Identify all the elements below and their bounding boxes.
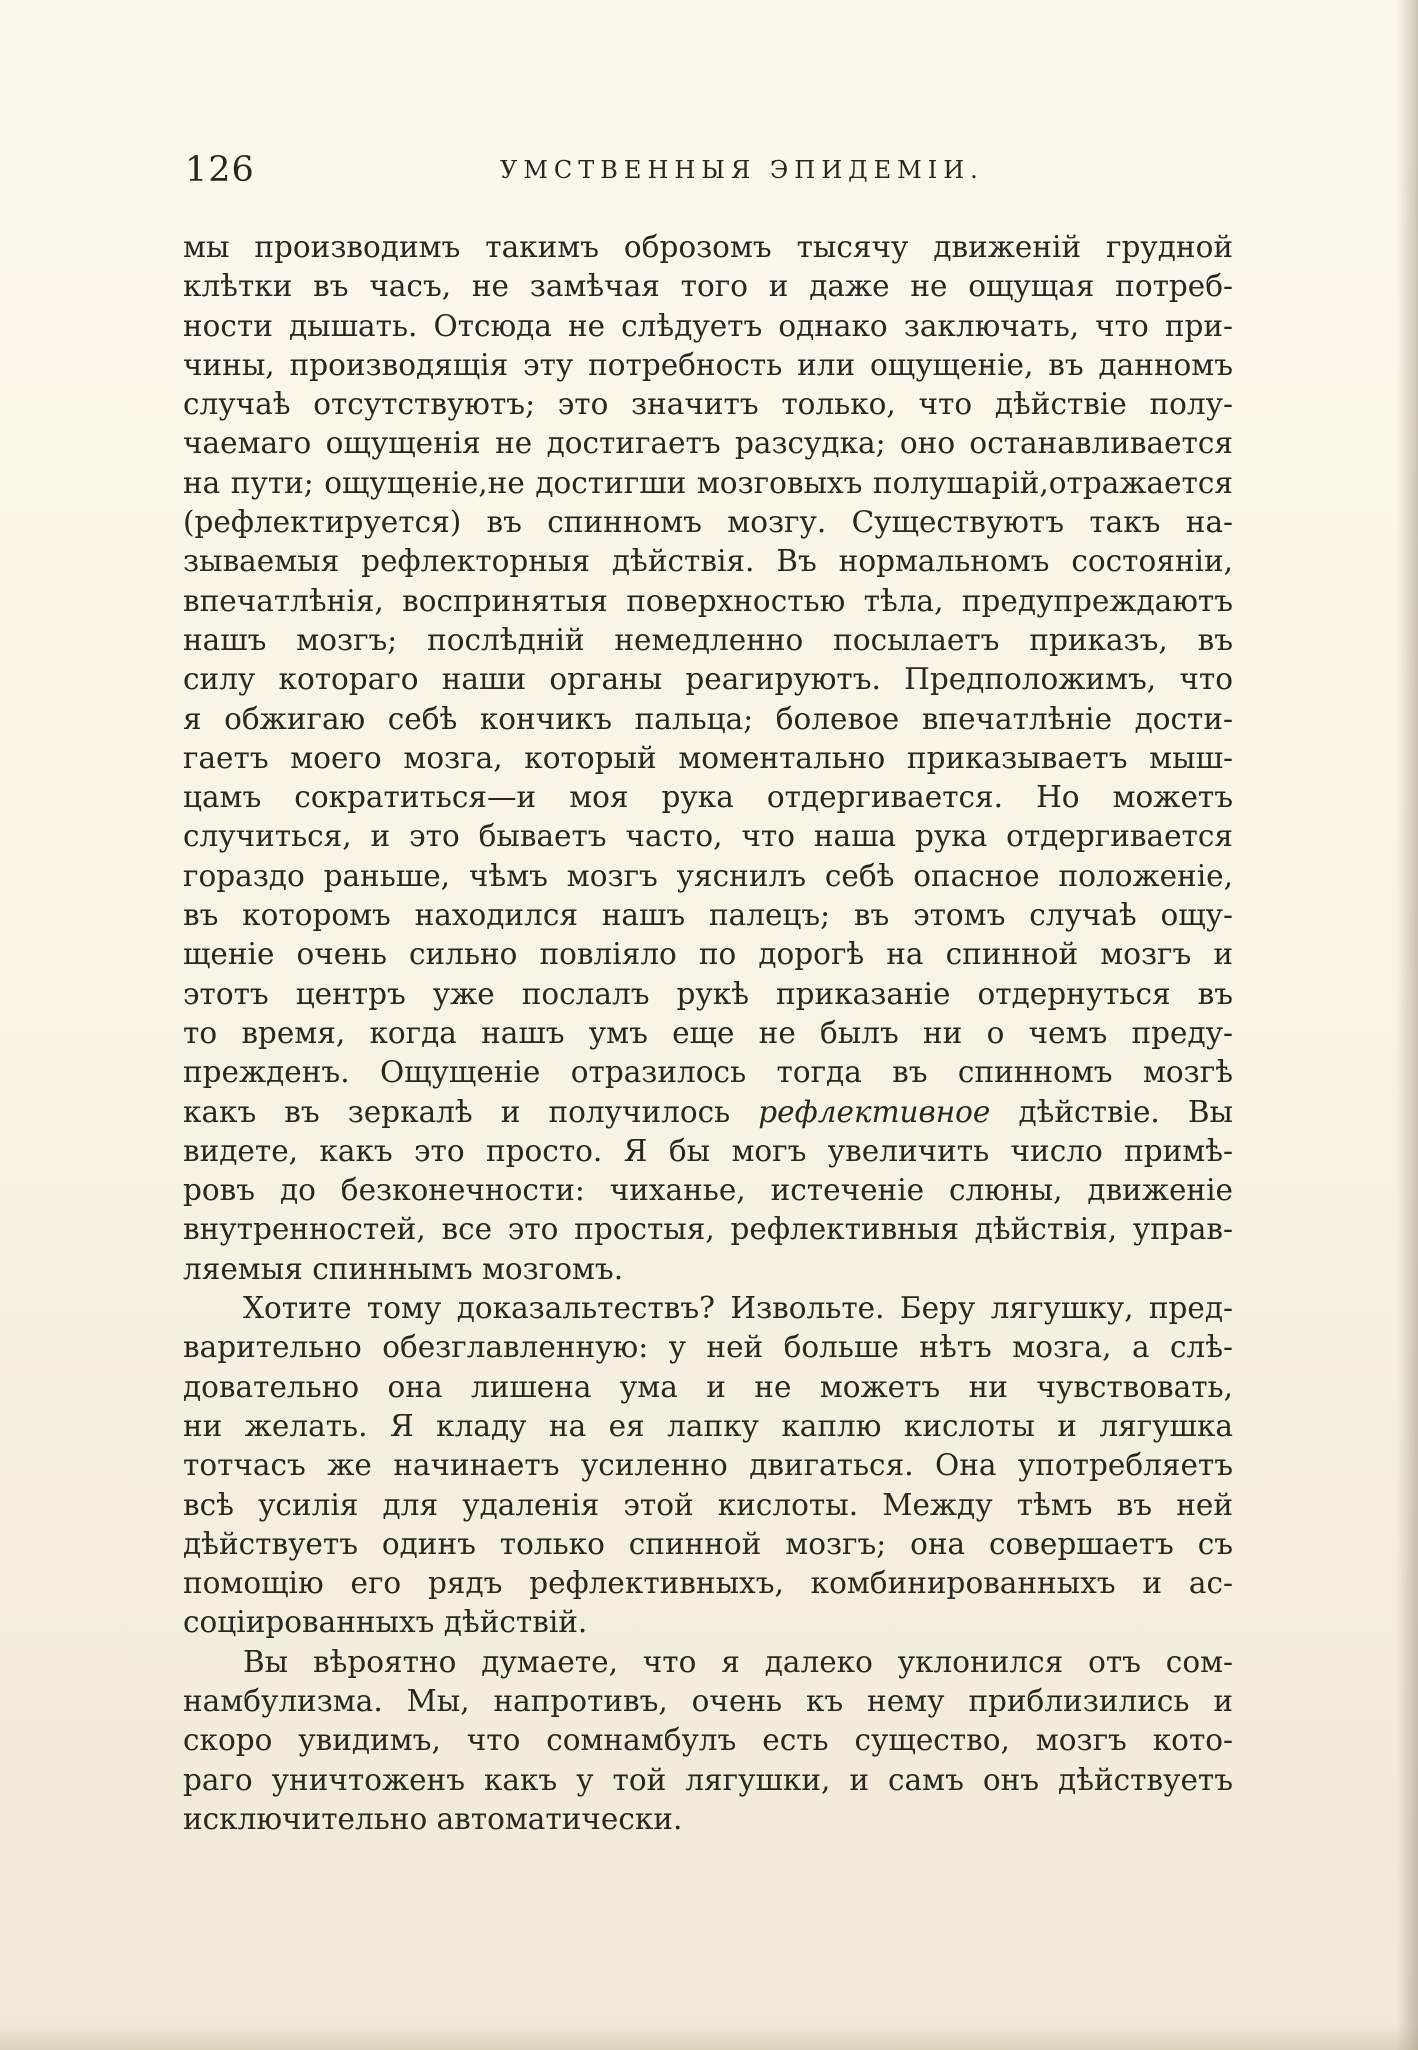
- text-segment: какъ въ зеркалѣ и получилось: [183, 1094, 759, 1129]
- text-line: исключительно автоматически.: [183, 1801, 683, 1836]
- text-line: чины, производящiя эту потребность или ощущенiе, въ данномъ: [183, 347, 1233, 382]
- text-line: прежденъ. Ощущенiе отразилось тогда въ спинномъ мозгѣ: [183, 1055, 1233, 1090]
- text-line: скоро увидимъ, что сомнамбулъ есть существо, мозгъ кото-: [183, 1723, 1233, 1758]
- text-line: чаемаго ощущенiя не достигаетъ разсудка; оно останавливается: [183, 426, 1233, 461]
- text-line: помощiю его рядъ рефлективныхъ, комбинированныхъ и ас-: [183, 1566, 1233, 1601]
- text-line: цамъ сократиться—и моя рука отдергивается. Но можетъ: [183, 780, 1233, 815]
- text-line: варительно обезглавленную: у ней больше нѣтъ мозга, а слѣ-: [183, 1330, 1233, 1365]
- page-edge-shadow: [1396, 0, 1418, 2050]
- paragraph-3: [183, 1643, 1233, 1839]
- paragraph-2: [183, 1289, 1233, 1643]
- text-line: видете, какъ это просто. Я бы могъ увеличить число примѣ-: [183, 1133, 1233, 1168]
- text-line: ни желать. Я кладу на ея лапку каплю кислоты и лягушка: [183, 1408, 1233, 1443]
- text-line: впечатлѣнiя, воспринятыя поверхностью тѣла, предупреждаютъ: [183, 583, 1233, 618]
- text-line: я обжигаю себѣ кончикъ пальца; болевое впечатлѣнiе дости-: [183, 701, 1233, 736]
- running-title: УМСТВЕННЫЯ ЭПИДЕМIИ.: [500, 156, 984, 184]
- text-line: Вы вѣроятно думаете, что я далеко уклонился отъ сом-: [243, 1644, 1233, 1679]
- text-line: ности дышать. Отсюда не слѣдуетъ однако заключать, что при-: [183, 308, 1233, 343]
- text-line: всѣ усилiя для удаленiя этой кислоты. Между тѣмъ въ ней: [183, 1487, 1233, 1522]
- text-line: ляемыя спиннымъ мозгомъ.: [183, 1251, 624, 1286]
- text-line: внутренностей, все это простыя, рефлективныя дѣйствiя, управ-: [183, 1212, 1233, 1247]
- text-line: силу котораго наши органы реагируютъ. Предположимъ, что: [183, 662, 1233, 697]
- text-line: щенiе очень сильно повлiяло по дорогѣ на спинной мозгъ и: [183, 937, 1233, 972]
- italic-term: рефлективное: [758, 1094, 991, 1129]
- text-line: мы производимъ такимъ оброзомъ тысячу движенiй грудной: [183, 230, 1233, 264]
- text-line: этотъ центръ уже послалъ рукѣ приказанiе отдернуться въ: [183, 976, 1233, 1011]
- text-line: зываемыя рефлекторныя дѣйствiя. Въ нормальномъ состоянiи,: [183, 544, 1233, 579]
- text-line: нашъ мозгъ; послѣднiй немедленно посылаетъ приказъ, въ: [183, 622, 1233, 657]
- text-line: довательно она лишена ума и не можетъ ни чувствовать,: [183, 1369, 1233, 1404]
- text-line: намбулизма. Мы, напротивъ, очень къ нему приблизились и: [183, 1683, 1233, 1718]
- text-line: (рефлектируется) въ спинномъ мозгу. Существуютъ такъ на-: [183, 505, 1233, 540]
- text-line: тотчасъ же начинаетъ усиленно двигаться. Она употребляетъ: [183, 1448, 1233, 1483]
- text-line: дѣйствуетъ одинъ только спинной мозгъ; она совершаетъ съ: [183, 1526, 1233, 1561]
- text-line: ровъ до безконечности: чиханье, истеченiе слюны, движенiе: [183, 1173, 1233, 1208]
- text-line: клѣтки въ часъ, не замѣчая того и даже не ощущая потреб-: [183, 269, 1233, 304]
- text-line: гаетъ моего мозга, который моментально приказываетъ мыш-: [183, 740, 1233, 775]
- text-line: Хотите тому доказальтествъ? Извольте. Беру лягушку, пред-: [243, 1291, 1233, 1326]
- text-line: то время, когда нашъ умъ еще не былъ ни о чемъ преду-: [183, 1015, 1233, 1050]
- text-line: случаѣ отсутствуютъ; это значитъ только, что дѣйствiе полу-: [183, 387, 1233, 422]
- text-line: соцiированныхъ дѣйствiй.: [183, 1605, 588, 1640]
- page-number: 126: [185, 150, 255, 190]
- text-segment: дѣйствiе. Вы: [990, 1094, 1233, 1129]
- text-line: въ которомъ находился нашъ палецъ; въ этомъ случаѣ ощу-: [183, 898, 1233, 933]
- text-line: на пути; ощущенiе,не достигши мозговыхъ полушарiй,отражается: [183, 465, 1233, 500]
- body-text: [183, 228, 1233, 1839]
- page-header: [185, 150, 1235, 194]
- text-line: гораздо раньше, чѣмъ мозгъ уяснилъ себѣ опасное положенiе,: [183, 858, 1233, 893]
- text-line-with-italic: [183, 1093, 1233, 1132]
- paragraph-1: [183, 228, 1233, 1289]
- page-bottom-edge: [0, 2022, 1418, 2050]
- text-line: раго уничтоженъ какъ у той лягушки, и самъ онъ дѣйствуетъ: [183, 1762, 1233, 1797]
- text-line: случиться, и это бываетъ часто, что наша рука отдергивается: [183, 819, 1233, 854]
